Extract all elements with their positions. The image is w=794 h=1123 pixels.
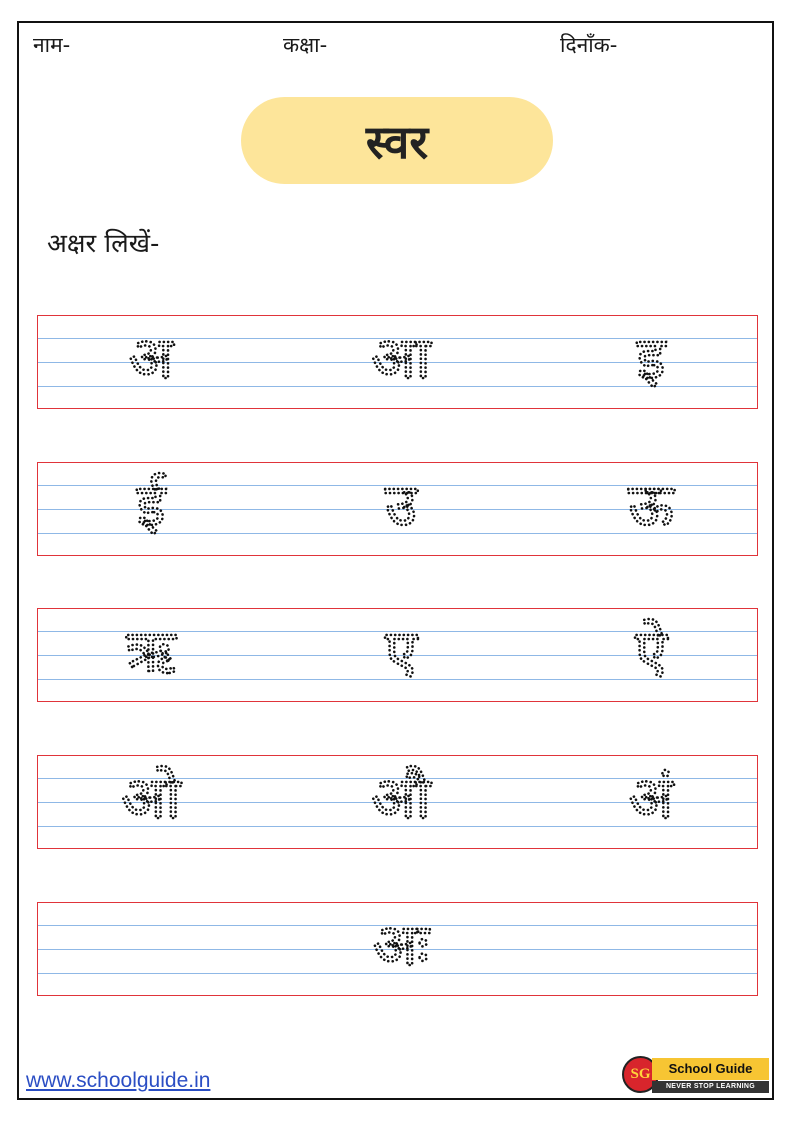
trace-letter [71, 613, 231, 699]
trace-letter [571, 760, 731, 846]
trace-letter-glyph [371, 324, 432, 392]
class-label: कक्षा- [283, 33, 328, 57]
trace-letter [571, 613, 731, 699]
practice-row [37, 902, 758, 996]
school-guide-logo [622, 1056, 769, 1095]
practice-row [37, 608, 758, 702]
trace-letter-glyph [121, 764, 182, 832]
trace-letter-glyph [373, 911, 430, 979]
trace-letter [321, 907, 481, 993]
trace-letter [71, 760, 231, 846]
trace-letter [71, 320, 231, 406]
logo-emblem-icon: SG [622, 1056, 659, 1093]
logo-tagline: NEVER STOP LEARNING [652, 1081, 769, 1093]
trace-letter [571, 467, 731, 553]
trace-letter-glyph [385, 471, 418, 539]
practice-row [37, 755, 758, 849]
trace-letter-glyph [637, 324, 667, 392]
trace-letter-glyph [129, 324, 175, 392]
trace-letter-glyph [385, 617, 418, 685]
trace-letter-glyph [371, 764, 432, 832]
practice-row [37, 315, 758, 409]
page-title [241, 97, 553, 184]
trace-letter [571, 320, 731, 406]
instruction-text: अक्षर लिखें- [47, 229, 160, 259]
website-link[interactable]: www.schoolguide.in [26, 1069, 211, 1092]
trace-letter [321, 613, 481, 699]
trace-letter-glyph [628, 471, 675, 539]
practice-row [37, 462, 758, 556]
trace-letter [321, 467, 481, 553]
trace-letter-glyph [126, 617, 177, 685]
title-text: स्वर [365, 114, 429, 169]
name-label: नाम- [33, 33, 71, 57]
trace-letter-glyph [635, 617, 668, 685]
trace-letter [71, 467, 231, 553]
trace-letter-glyph [137, 471, 167, 539]
trace-letter-glyph [629, 764, 675, 832]
logo-name: School Guide [652, 1058, 769, 1080]
date-label: दिनाँक- [560, 33, 618, 57]
trace-letter [321, 760, 481, 846]
trace-letter [321, 320, 481, 406]
